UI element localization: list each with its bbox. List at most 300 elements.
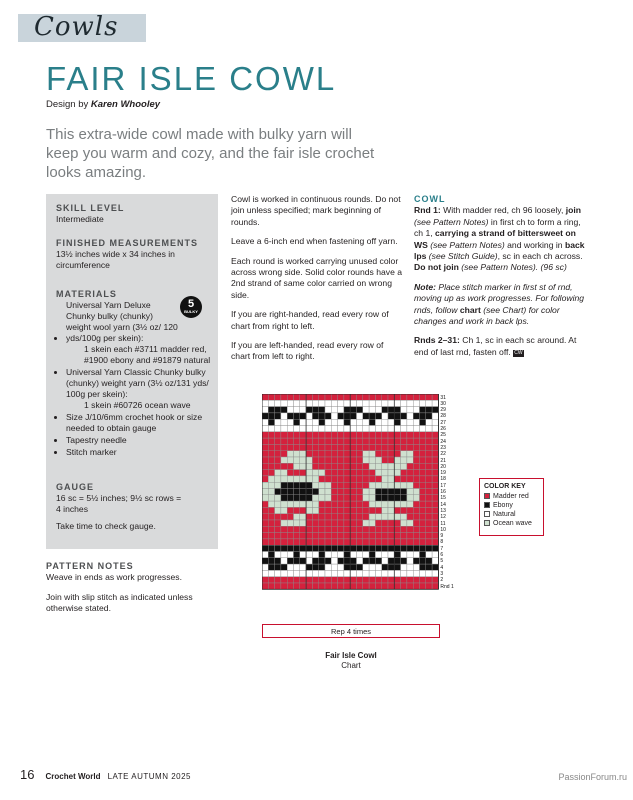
chart-cell — [300, 476, 306, 482]
chart-cell — [338, 426, 344, 432]
chart-cell — [338, 394, 344, 400]
chart-cell — [275, 432, 281, 438]
chart-cell — [363, 394, 369, 400]
chart-cell — [357, 482, 363, 488]
chart-cell — [413, 552, 419, 558]
chart-cell — [363, 463, 369, 469]
chart-cell — [357, 520, 363, 526]
chart-cell — [350, 400, 356, 406]
chart-cell — [407, 476, 413, 482]
chart-cell — [275, 394, 281, 400]
color-key-item: Ebony — [484, 501, 539, 510]
chart-cell — [287, 501, 293, 507]
chart-cell — [268, 400, 274, 406]
chart-cell — [388, 514, 394, 520]
chart-cell — [413, 507, 419, 513]
chart-cell — [375, 514, 381, 520]
chart-cell — [401, 413, 407, 419]
chart-cell — [357, 570, 363, 576]
chart-cell — [350, 457, 356, 463]
chart-cell — [294, 552, 300, 558]
skill-value: Intermediate — [56, 214, 104, 224]
chart-cell — [388, 463, 394, 469]
chart-cell — [369, 444, 375, 450]
chart-cell — [262, 444, 268, 450]
chart-cell — [331, 520, 337, 526]
chart-cell — [268, 577, 274, 583]
chart-cell — [275, 520, 281, 526]
chart-cell — [382, 514, 388, 520]
chart-cell — [312, 507, 318, 513]
swatch-ocean-wave — [484, 520, 490, 526]
chart-cell — [262, 432, 268, 438]
chart-cell — [375, 407, 381, 413]
chart-cell — [382, 413, 388, 419]
chart-cell — [344, 426, 350, 432]
chart-cell — [350, 507, 356, 513]
chart-cell — [344, 552, 350, 558]
chart-cell — [338, 539, 344, 545]
chart-cell — [407, 495, 413, 501]
chart-cell — [294, 501, 300, 507]
chart-cell — [287, 514, 293, 520]
chart-cell — [394, 564, 400, 570]
chart-cell — [350, 407, 356, 413]
chart-cell — [357, 463, 363, 469]
chart-cell — [432, 419, 438, 425]
colorwork-chart — [262, 394, 442, 631]
chart-cell — [369, 583, 375, 589]
chart-cell — [388, 426, 394, 432]
chart-cell — [420, 476, 426, 482]
chart-cell — [420, 545, 426, 551]
chart-cell — [319, 438, 325, 444]
chart-cell — [312, 577, 318, 583]
chart-cell — [268, 583, 274, 589]
chart-cell — [281, 558, 287, 564]
chart-cell — [432, 545, 438, 551]
chart-cell — [344, 570, 350, 576]
chart-cell — [262, 407, 268, 413]
chart-row-label: 12 — [440, 514, 446, 521]
chart-cell — [306, 444, 312, 450]
chart-cell — [338, 476, 344, 482]
chart-cell — [275, 476, 281, 482]
chart-cell — [312, 444, 318, 450]
chart-cell — [262, 514, 268, 520]
chart-cell — [312, 407, 318, 413]
chart-cell — [363, 419, 369, 425]
chart-cell — [369, 526, 375, 532]
chart-cell — [281, 489, 287, 495]
chart-cell — [388, 570, 394, 576]
chart-cell — [382, 451, 388, 457]
chart-cell — [382, 564, 388, 570]
chart-cell — [407, 552, 413, 558]
chart-cell — [306, 470, 312, 476]
chart-cell — [426, 501, 432, 507]
chart-cell — [331, 463, 337, 469]
chart-cell — [319, 514, 325, 520]
pattern-notes-heading: PATTERN NOTES — [46, 561, 134, 571]
chart-cell — [294, 476, 300, 482]
chart-cell — [363, 501, 369, 507]
chart-cell — [306, 476, 312, 482]
chart-cell — [281, 533, 287, 539]
chart-cell — [401, 533, 407, 539]
chart-cell — [331, 419, 337, 425]
chart-cell — [312, 394, 318, 400]
chart-row-label: 6 — [440, 552, 444, 558]
chart-cell — [401, 451, 407, 457]
chart-cell — [344, 558, 350, 564]
chart-cell — [319, 413, 325, 419]
chart-cell — [382, 577, 388, 583]
chart-cell — [420, 438, 426, 444]
chart-cell — [432, 558, 438, 564]
chart-cell — [325, 520, 331, 526]
chart-cell — [325, 552, 331, 558]
chart-cell — [306, 394, 312, 400]
pattern-notes — [46, 561, 218, 615]
chart-cell — [294, 432, 300, 438]
material-item: • Universal Yarn Classic Chunky bulky (chunky) weight yarn (3½ oz/131 yds/ 100g per skein): 1 skein #60726 ocean wave — [66, 367, 214, 411]
chart-cell — [319, 539, 325, 545]
chart-cell — [287, 507, 293, 513]
chart-cell — [268, 526, 274, 532]
chart-cell — [413, 514, 419, 520]
chart-cell — [300, 470, 306, 476]
chart-cell — [344, 564, 350, 570]
chart-cell — [294, 526, 300, 532]
chart-cell — [413, 495, 419, 501]
chart-cell — [300, 419, 306, 425]
chart-cell — [432, 570, 438, 576]
chart-cell — [401, 526, 407, 532]
chart-cell — [369, 501, 375, 507]
chart-cell — [294, 438, 300, 444]
chart-cell — [357, 407, 363, 413]
chart-cell — [426, 463, 432, 469]
chart-cell — [268, 394, 274, 400]
chart-cell — [268, 520, 274, 526]
chart-cell — [300, 413, 306, 419]
chart-cell — [300, 394, 306, 400]
chart-cell — [294, 482, 300, 488]
chart-cell — [407, 520, 413, 526]
chart-cell — [350, 463, 356, 469]
chart-cell — [294, 470, 300, 476]
chart-cell — [382, 495, 388, 501]
chart-cell — [357, 457, 363, 463]
chart-cell — [319, 400, 325, 406]
chart-cell — [281, 564, 287, 570]
chart-cell — [306, 520, 312, 526]
chart-cell — [306, 400, 312, 406]
chart-cell — [300, 426, 306, 432]
chart-cell — [325, 514, 331, 520]
chart-cell — [325, 526, 331, 532]
chart-cell — [319, 463, 325, 469]
chart-cell — [262, 489, 268, 495]
chart-cell — [407, 501, 413, 507]
chart-cell — [344, 539, 350, 545]
chart-cell — [369, 438, 375, 444]
chart-cell — [344, 407, 350, 413]
chart-cell — [300, 438, 306, 444]
chart-cell — [413, 526, 419, 532]
chart-cell — [338, 564, 344, 570]
chart-cell — [344, 495, 350, 501]
chart-cell — [268, 419, 274, 425]
chart-cell — [426, 570, 432, 576]
chart-cell — [426, 507, 432, 513]
chart-cell — [420, 526, 426, 532]
chart-cell — [420, 564, 426, 570]
chart-cell — [281, 407, 287, 413]
chart-cell — [262, 457, 268, 463]
chart-cell — [325, 426, 331, 432]
chart-cell — [407, 564, 413, 570]
chart-cell — [350, 444, 356, 450]
repeat-label: Rep 4 times — [262, 624, 440, 638]
chart-cell — [432, 495, 438, 501]
chart-cell — [262, 570, 268, 576]
chart-cell — [357, 394, 363, 400]
chart-cell — [407, 444, 413, 450]
chart-cell — [394, 394, 400, 400]
chart-cell — [262, 520, 268, 526]
chart-cell — [300, 495, 306, 501]
chart-cell — [363, 482, 369, 488]
chart-cell — [331, 451, 337, 457]
chart-cell — [363, 407, 369, 413]
chart-cell — [287, 526, 293, 532]
chart-cell — [300, 545, 306, 551]
chart-cell — [350, 570, 356, 576]
chart-cell — [275, 570, 281, 576]
chart-cell — [388, 520, 394, 526]
chart-cell — [268, 482, 274, 488]
chart-cell — [344, 577, 350, 583]
chart-cell — [306, 426, 312, 432]
chart-row-label: Rnd 1 — [440, 583, 454, 590]
chart-cell — [394, 413, 400, 419]
chart-cell — [306, 432, 312, 438]
chart-cell — [363, 432, 369, 438]
chart-cell — [319, 407, 325, 413]
chart-cell — [287, 451, 293, 457]
chart-cell — [350, 539, 356, 545]
chart-row-label: 8 — [440, 539, 444, 546]
chart-cell — [413, 457, 419, 463]
chart-cell — [294, 426, 300, 432]
chart-cell — [312, 489, 318, 495]
chart-cell — [262, 451, 268, 457]
chart-cell — [388, 438, 394, 444]
chart-cell — [413, 545, 419, 551]
chart-cell — [275, 539, 281, 545]
chart-cell — [363, 577, 369, 583]
chart-cell — [420, 444, 426, 450]
chart-cell — [312, 501, 318, 507]
chart-title: Fair Isle Cowl — [325, 651, 377, 660]
chart-cell — [401, 558, 407, 564]
chart-cell — [394, 457, 400, 463]
chart-cell — [344, 533, 350, 539]
chart-cell — [300, 457, 306, 463]
chart-cell — [407, 570, 413, 576]
chart-cell — [350, 470, 356, 476]
color-key-item: Natural — [484, 510, 539, 519]
chart-cell — [388, 552, 394, 558]
chart-cell — [325, 438, 331, 444]
chart-cell — [268, 463, 274, 469]
chart-cell — [281, 426, 287, 432]
skill-heading: SKILL LEVEL — [56, 203, 125, 213]
chart-cell — [331, 564, 337, 570]
chart-cell — [275, 482, 281, 488]
end-mark-icon: CW — [514, 349, 523, 356]
chart-cell — [363, 583, 369, 589]
chart-cell — [306, 438, 312, 444]
gauge-section — [56, 482, 214, 532]
cowl-instructions — [414, 194, 589, 366]
chart-cell — [413, 451, 419, 457]
chart-cell — [432, 501, 438, 507]
chart-cell — [426, 514, 432, 520]
chart-cell — [331, 476, 337, 482]
chart-cell — [357, 400, 363, 406]
chart-cell — [382, 533, 388, 539]
chart-cell — [375, 489, 381, 495]
chart-cell — [413, 463, 419, 469]
chart-cell — [287, 457, 293, 463]
chart-cell — [420, 577, 426, 583]
chart-cell — [382, 407, 388, 413]
chart-cell — [369, 507, 375, 513]
chart-cell — [275, 457, 281, 463]
chart-cell — [388, 432, 394, 438]
chart-cell — [338, 470, 344, 476]
chart-cell — [281, 520, 287, 526]
chart-cell — [375, 463, 381, 469]
chart-cell — [388, 457, 394, 463]
chart-cell — [281, 482, 287, 488]
chart-cell — [407, 413, 413, 419]
swatch-ebony — [484, 502, 490, 508]
chart-cell — [382, 539, 388, 545]
finished-heading: FINISHED MEASUREMENTS — [56, 238, 199, 248]
chart-cell — [338, 552, 344, 558]
chart-cell — [357, 444, 363, 450]
chart-cell — [357, 564, 363, 570]
chart-cell — [325, 533, 331, 539]
chart-cell — [363, 489, 369, 495]
chart-cell — [413, 558, 419, 564]
chart-cell — [382, 545, 388, 551]
gauge-value: 16 sc = 5½ inches; 9½ sc rows = 4 inches — [56, 493, 182, 514]
cowl-heading: COWL — [414, 194, 446, 204]
chart-cell — [382, 520, 388, 526]
chart-cell — [331, 577, 337, 583]
chart-cell — [350, 520, 356, 526]
chart-cell — [350, 545, 356, 551]
chart-cell — [363, 533, 369, 539]
chart-cell — [401, 444, 407, 450]
chart-cell — [375, 501, 381, 507]
chart-cell — [350, 577, 356, 583]
chart-cell — [287, 552, 293, 558]
chart-cell — [420, 407, 426, 413]
chart-row-label: 24 — [440, 438, 446, 445]
chart-cell — [331, 514, 337, 520]
chart-cell — [268, 507, 274, 513]
chart-cell — [407, 545, 413, 551]
chart-cell — [401, 564, 407, 570]
chart-cell — [363, 514, 369, 520]
chart-cell — [388, 451, 394, 457]
chart-cell — [319, 552, 325, 558]
chart-cell — [306, 419, 312, 425]
chart-cell — [382, 438, 388, 444]
chart-cell — [363, 539, 369, 545]
chart-cell — [306, 501, 312, 507]
chart-cell — [407, 558, 413, 564]
chart-cell — [338, 526, 344, 532]
yarn-weight-label: BULKY — [184, 309, 198, 314]
chart-cell — [294, 507, 300, 513]
chart-cell — [275, 564, 281, 570]
chart-cell — [413, 407, 419, 413]
chart-cell — [401, 577, 407, 583]
chart-cell — [344, 470, 350, 476]
chart-cell — [287, 583, 293, 589]
chart-row-label: 3 — [440, 570, 444, 577]
chart-cell — [369, 432, 375, 438]
chart-cell — [275, 438, 281, 444]
chart-cell — [420, 470, 426, 476]
chart-cell — [407, 533, 413, 539]
chart-cell — [294, 539, 300, 545]
chart-cell — [432, 407, 438, 413]
chart-cell — [325, 451, 331, 457]
chart-cell — [306, 482, 312, 488]
chart-cell — [344, 514, 350, 520]
chart-cell — [281, 470, 287, 476]
chart-row-label: 14 — [440, 501, 446, 508]
chart-cell — [401, 520, 407, 526]
chart-cell — [375, 570, 381, 576]
chart-cell — [294, 564, 300, 570]
swatch-madder-red — [484, 493, 490, 499]
chart-cell — [388, 507, 394, 513]
chart-cell — [420, 463, 426, 469]
note-instruction: Note: Place stitch marker in first st of rnd, moving up as work progresses. For following rnds, follow chart (see Chart) for color changes and work in back lps. — [414, 281, 585, 327]
chart-cell — [268, 470, 274, 476]
chart-cell — [312, 495, 318, 501]
magazine-name: Crochet World — [45, 772, 101, 781]
chart-cell — [382, 476, 388, 482]
chart-cell — [300, 570, 306, 576]
note-paragraph: Each round is worked carrying unused color across wrong side. Solid color rounds have a 2nd strand of same color carried on wrong side. — [231, 255, 403, 300]
chart-cell — [375, 444, 381, 450]
chart-cell — [407, 407, 413, 413]
chart-cell — [426, 413, 432, 419]
chart-cell — [401, 539, 407, 545]
chart-cell — [306, 533, 312, 539]
chart-cell — [375, 419, 381, 425]
